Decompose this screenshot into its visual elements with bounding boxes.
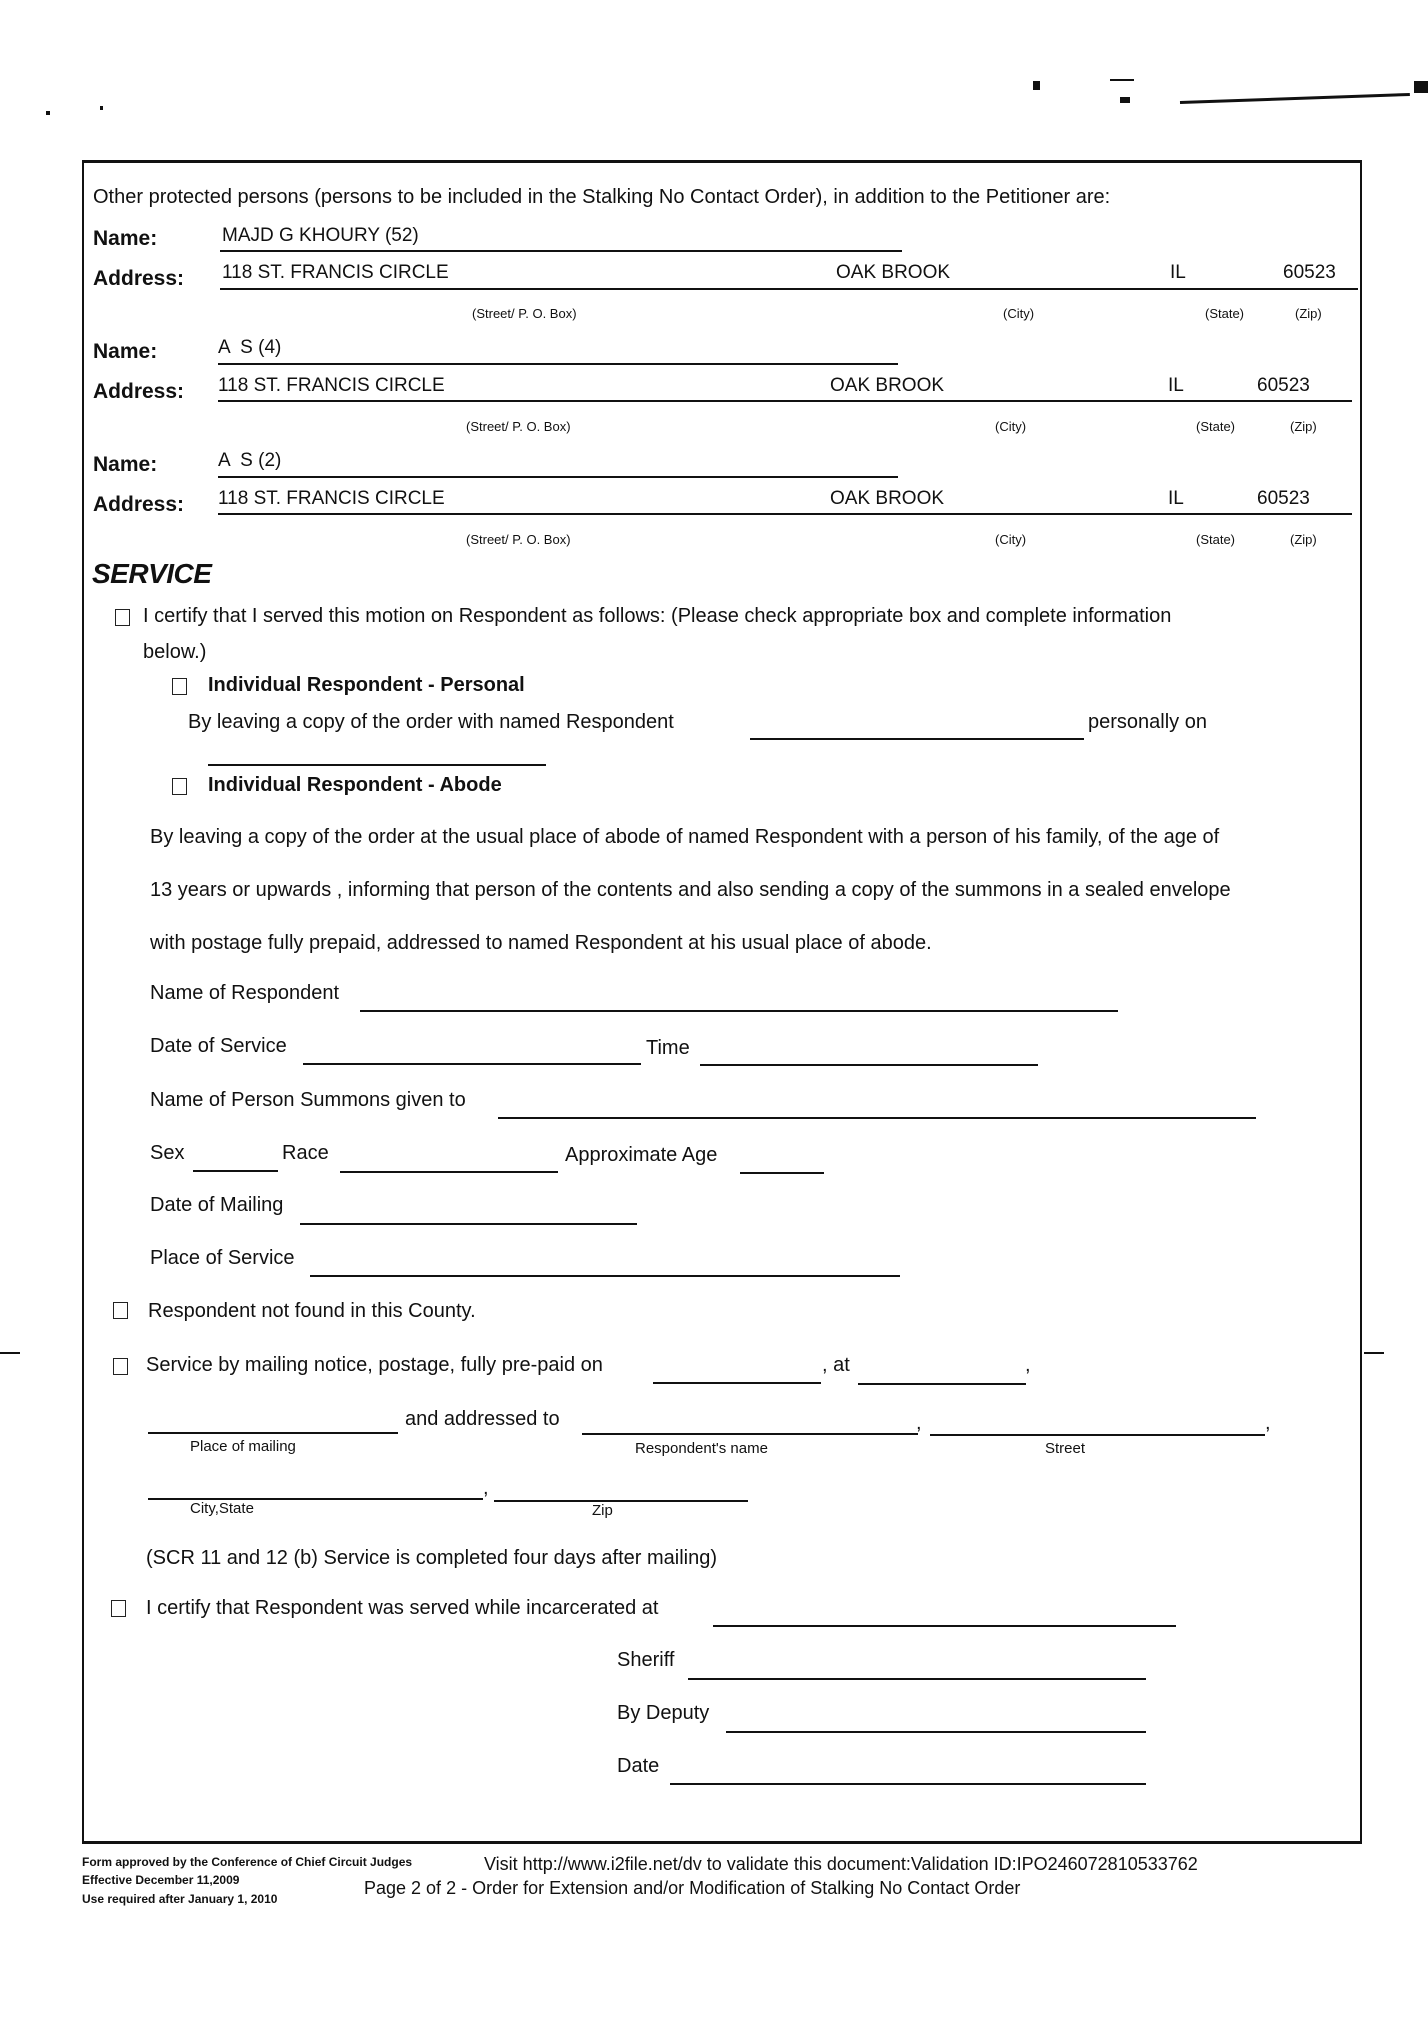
address-label: Address: <box>93 493 185 516</box>
state-field[interactable]: IL <box>1168 375 1184 396</box>
date-of-service-label: Date of Service <box>150 1035 287 1057</box>
abode-paragraph-line: By leaving a copy of the order at the usual place of abode of named Respondent with a person of his family, of the age of <box>150 826 1220 848</box>
mailing-date-line[interactable] <box>653 1382 821 1384</box>
mailing-at-text: , at <box>822 1354 850 1376</box>
footer-validation-text: Visit http://www.i2file.net/dv to validate this document:Validation ID:IPO246072810533762 <box>484 1854 1198 1874</box>
street-caption: (Street/ P. O. Box) <box>466 419 571 434</box>
zip-caption: (Zip) <box>1290 419 1317 434</box>
respondents-name-line[interactable] <box>582 1433 918 1435</box>
date-of-service-line[interactable] <box>303 1063 641 1065</box>
scan-artifact <box>1414 81 1428 93</box>
personal-date-line[interactable] <box>208 764 546 766</box>
city-caption: (City) <box>995 419 1027 434</box>
approximate-age-label: Approximate Age <box>565 1144 718 1166</box>
footer-page-text: Page 2 of 2 - Order for Extension and/or Modification of Stalking No Contact Order <box>364 1878 1021 1898</box>
certify-served-text: I certify that I served this motion on Respondent as follows: (Please check appropriate box and complete information <box>143 605 1172 627</box>
name-of-respondent-label: Name of Respondent <box>150 982 340 1004</box>
not-found-checkbox[interactable] <box>113 1302 128 1319</box>
name-of-respondent-line[interactable] <box>360 1010 1118 1012</box>
personally-on-text: personally on <box>1088 711 1207 733</box>
zip-caption: (Zip) <box>1290 532 1317 547</box>
address-label: Address: <box>93 380 185 403</box>
city-state-caption: City,State <box>190 1500 254 1517</box>
mailing-at-line[interactable] <box>858 1383 1026 1385</box>
abode-paragraph-line: 13 years or upwards , informing that person of the contents and also sending a copy of the summons in a sealed envelope <box>150 879 1231 901</box>
sheriff-label: Sheriff <box>617 1649 675 1671</box>
state-field[interactable]: IL <box>1168 488 1184 509</box>
street-field[interactable]: 118 ST. FRANCIS CIRCLE <box>218 488 445 509</box>
and-addressed-to-text: and addressed to <box>405 1408 560 1430</box>
date-of-mailing-label: Date of Mailing <box>150 1194 284 1216</box>
state-caption: (State) <box>1196 532 1236 547</box>
address-label: Address: <box>93 267 185 290</box>
scan-artifact <box>1364 1352 1384 1354</box>
place-of-service-label: Place of Service <box>150 1247 295 1269</box>
zip-caption: Zip <box>592 1502 613 1519</box>
sex-label: Sex <box>150 1142 185 1164</box>
race-label: Race <box>282 1142 329 1164</box>
address-underline <box>218 513 1352 515</box>
zip-field[interactable]: 60523 <box>1283 262 1336 283</box>
personal-service-checkbox[interactable] <box>172 678 187 695</box>
date-of-mailing-line[interactable] <box>300 1223 637 1225</box>
mailing-service-checkbox[interactable] <box>113 1358 128 1375</box>
street-field[interactable]: 118 ST. FRANCIS CIRCLE <box>218 375 445 396</box>
city-caption: (City) <box>1003 306 1035 321</box>
zip-field[interactable]: 60523 <box>1257 488 1310 509</box>
scan-artifact <box>1180 93 1410 104</box>
abode-paragraph-line: with postage fully prepaid, addressed to named Respondent at his usual place of abode. <box>150 932 932 954</box>
comma: , <box>1025 1354 1031 1376</box>
personal-service-heading: Individual Respondent - Personal <box>208 674 525 696</box>
state-caption: (State) <box>1205 306 1245 321</box>
zip-caption: (Zip) <box>1295 306 1322 321</box>
comma: , <box>1265 1412 1271 1434</box>
mailing-service-text: Service by mailing notice, postage, fully pre-paid on <box>146 1354 603 1376</box>
name-of-person-summons-label: Name of Person Summons given to <box>150 1089 466 1111</box>
footer-use-required: Use required after January 1, 2010 <box>82 1892 278 1906</box>
footer-approved: Form approved by the Conference of Chief Circuit Judges <box>82 1855 413 1869</box>
incarcerated-at-line[interactable] <box>713 1625 1176 1627</box>
incarcerated-checkbox[interactable] <box>111 1600 126 1617</box>
zip-line[interactable] <box>494 1500 748 1502</box>
scan-artifact <box>1033 81 1040 90</box>
person-name-field[interactable]: A S (2) <box>218 450 282 471</box>
certify-served-text-cont: below.) <box>143 641 207 663</box>
city-field[interactable]: OAK BROOK <box>830 488 945 509</box>
by-deputy-line[interactable] <box>726 1731 1146 1733</box>
personal-service-text: By leaving a copy of the order with named Respondent <box>188 711 674 733</box>
by-deputy-label: By Deputy <box>617 1702 710 1724</box>
place-of-service-line[interactable] <box>310 1275 900 1277</box>
street-caption: Street <box>1045 1440 1086 1457</box>
name-label: Name: <box>93 340 158 363</box>
scr-note: (SCR 11 and 12 (b) Service is completed four days after mailing) <box>146 1547 717 1569</box>
person-name-field[interactable]: MAJD G KHOURY (52) <box>222 225 419 246</box>
person-name-field[interactable]: A S (4) <box>218 337 282 358</box>
time-line[interactable] <box>700 1064 1038 1066</box>
scan-artifact <box>100 106 103 110</box>
place-of-mailing-line[interactable] <box>148 1432 398 1434</box>
abode-service-checkbox[interactable] <box>172 778 187 795</box>
street-field[interactable]: 118 ST. FRANCIS CIRCLE <box>222 262 449 283</box>
comma: , <box>916 1412 922 1434</box>
service-heading: SERVICE <box>92 558 212 589</box>
approximate-age-line[interactable] <box>740 1172 824 1174</box>
street-caption: (Street/ P. O. Box) <box>466 532 571 547</box>
scan-artifact <box>0 1352 20 1354</box>
respondents-name-caption: Respondent's name <box>635 1440 768 1457</box>
name-label: Name: <box>93 453 158 476</box>
city-field[interactable]: OAK BROOK <box>836 262 951 283</box>
address-underline <box>220 288 1358 290</box>
sheriff-line[interactable] <box>688 1678 1146 1680</box>
race-line[interactable] <box>340 1171 558 1173</box>
comma: , <box>483 1477 489 1499</box>
city-field[interactable]: OAK BROOK <box>830 375 945 396</box>
respondent-name-line[interactable] <box>750 738 1084 740</box>
scan-artifact <box>1110 79 1134 81</box>
incarcerated-text: I certify that Respondent was served while incarcerated at <box>146 1597 659 1619</box>
date-line[interactable] <box>670 1783 1146 1785</box>
not-found-text: Respondent not found in this County. <box>148 1300 476 1322</box>
street-caption: (Street/ P. O. Box) <box>472 306 577 321</box>
address-underline <box>218 400 1352 402</box>
zip-field[interactable]: 60523 <box>1257 375 1310 396</box>
name-underline <box>218 363 898 365</box>
scan-artifact <box>46 111 50 115</box>
sex-line[interactable] <box>193 1170 278 1172</box>
scan-artifact <box>1120 97 1130 103</box>
name-of-person-summons-line[interactable] <box>498 1117 1256 1119</box>
time-label: Time <box>646 1037 690 1059</box>
date-label: Date <box>617 1755 660 1777</box>
intro-text: Other protected persons (persons to be included in the Stalking No Contact Order), in addition to the Petitioner are: <box>93 186 1111 208</box>
street-line[interactable] <box>930 1434 1265 1436</box>
state-caption: (State) <box>1196 419 1236 434</box>
state-field[interactable]: IL <box>1170 262 1186 283</box>
place-of-mailing-caption: Place of mailing <box>190 1438 296 1455</box>
certify-served-checkbox[interactable] <box>115 609 130 626</box>
city-caption: (City) <box>995 532 1027 547</box>
name-underline <box>220 250 902 252</box>
abode-service-heading: Individual Respondent - Abode <box>208 774 502 796</box>
footer-effective: Effective December 11,2009 <box>82 1873 240 1887</box>
name-label: Name: <box>93 227 158 250</box>
name-underline <box>218 476 898 478</box>
